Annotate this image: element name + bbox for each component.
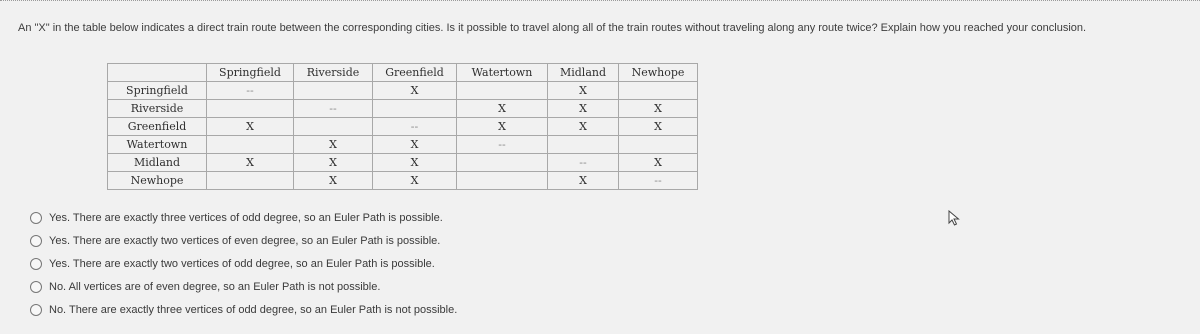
row-header: Greenfield: [108, 118, 207, 136]
col-header: Greenfield: [373, 64, 457, 82]
route-cell: [457, 154, 548, 172]
col-header: Watertown: [457, 64, 548, 82]
row-header: Newhope: [108, 172, 207, 190]
route-cell: X: [373, 82, 457, 100]
corner-cell: [108, 64, 207, 82]
route-cell: X: [294, 154, 373, 172]
pointer-cursor-icon: [948, 210, 960, 229]
route-cell: --: [373, 118, 457, 136]
route-cell: [457, 82, 548, 100]
table-row: [108, 136, 698, 154]
table-row: [108, 172, 698, 190]
route-cell: X: [207, 154, 294, 172]
table-row: [108, 118, 698, 136]
radio-button[interactable]: [30, 258, 42, 270]
table-row: [108, 82, 698, 100]
route-cell: X: [548, 118, 619, 136]
route-table: [107, 63, 698, 190]
route-cell: [373, 100, 457, 118]
table-row: [108, 100, 698, 118]
route-cell: X: [207, 118, 294, 136]
route-cell: [548, 136, 619, 154]
route-cell: X: [373, 136, 457, 154]
table-header-row: [108, 64, 698, 82]
route-cell: X: [373, 154, 457, 172]
radio-button[interactable]: [30, 212, 42, 224]
route-cell: --: [207, 82, 294, 100]
route-cell: X: [294, 172, 373, 190]
question-text: An "X" in the table below indicates a direct train route between the corresponding cities. Is it possible to travel along all of the train routes without traveling along any route twice? Explain how you reached your conclusion.: [18, 22, 1087, 34]
col-header: Midland: [548, 64, 619, 82]
row-header: Riverside: [108, 100, 207, 118]
answer-option[interactable]: [30, 275, 457, 298]
row-header: Midland: [108, 154, 207, 172]
route-cell: X: [619, 100, 698, 118]
row-header: Watertown: [108, 136, 207, 154]
route-cell: [207, 172, 294, 190]
route-cell: --: [619, 172, 698, 190]
radio-button[interactable]: [30, 281, 42, 293]
route-cell: X: [548, 82, 619, 100]
route-cell: X: [619, 154, 698, 172]
route-cell: X: [373, 172, 457, 190]
radio-button[interactable]: [30, 304, 42, 316]
row-header: Springfield: [108, 82, 207, 100]
option-label: Yes. There are exactly two vertices of odd degree, so an Euler Path is possible.: [49, 257, 435, 270]
route-cell: X: [457, 100, 548, 118]
route-cell: X: [548, 100, 619, 118]
option-label: No. All vertices are of even degree, so an Euler Path is not possible.: [49, 280, 381, 293]
radio-button[interactable]: [30, 235, 42, 247]
col-header: Riverside: [294, 64, 373, 82]
top-divider: [0, 0, 1200, 7]
option-label: No. There are exactly three vertices of odd degree, so an Euler Path is not possible.: [49, 303, 458, 316]
route-cell: [619, 136, 698, 154]
route-cell: [457, 172, 548, 190]
route-cell: --: [457, 136, 548, 154]
route-cell: [207, 100, 294, 118]
route-cell: X: [294, 136, 373, 154]
route-cell: --: [548, 154, 619, 172]
answer-option[interactable]: [30, 252, 457, 275]
route-cell: [294, 118, 373, 136]
route-cell: --: [294, 100, 373, 118]
route-cell: X: [619, 118, 698, 136]
table-row: [108, 154, 698, 172]
answer-option[interactable]: [30, 206, 457, 229]
route-cell: [207, 136, 294, 154]
answer-option[interactable]: [30, 298, 457, 321]
col-header: Springfield: [207, 64, 294, 82]
option-label: Yes. There are exactly three vertices of odd degree, so an Euler Path is possible.: [49, 211, 443, 224]
route-cell: X: [548, 172, 619, 190]
answer-options: [30, 206, 457, 321]
route-cell: [294, 82, 373, 100]
col-header: Newhope: [619, 64, 698, 82]
route-cell: X: [457, 118, 548, 136]
option-label: Yes. There are exactly two vertices of even degree, so an Euler Path is possible.: [49, 234, 441, 247]
answer-option[interactable]: [30, 229, 457, 252]
route-cell: [619, 82, 698, 100]
